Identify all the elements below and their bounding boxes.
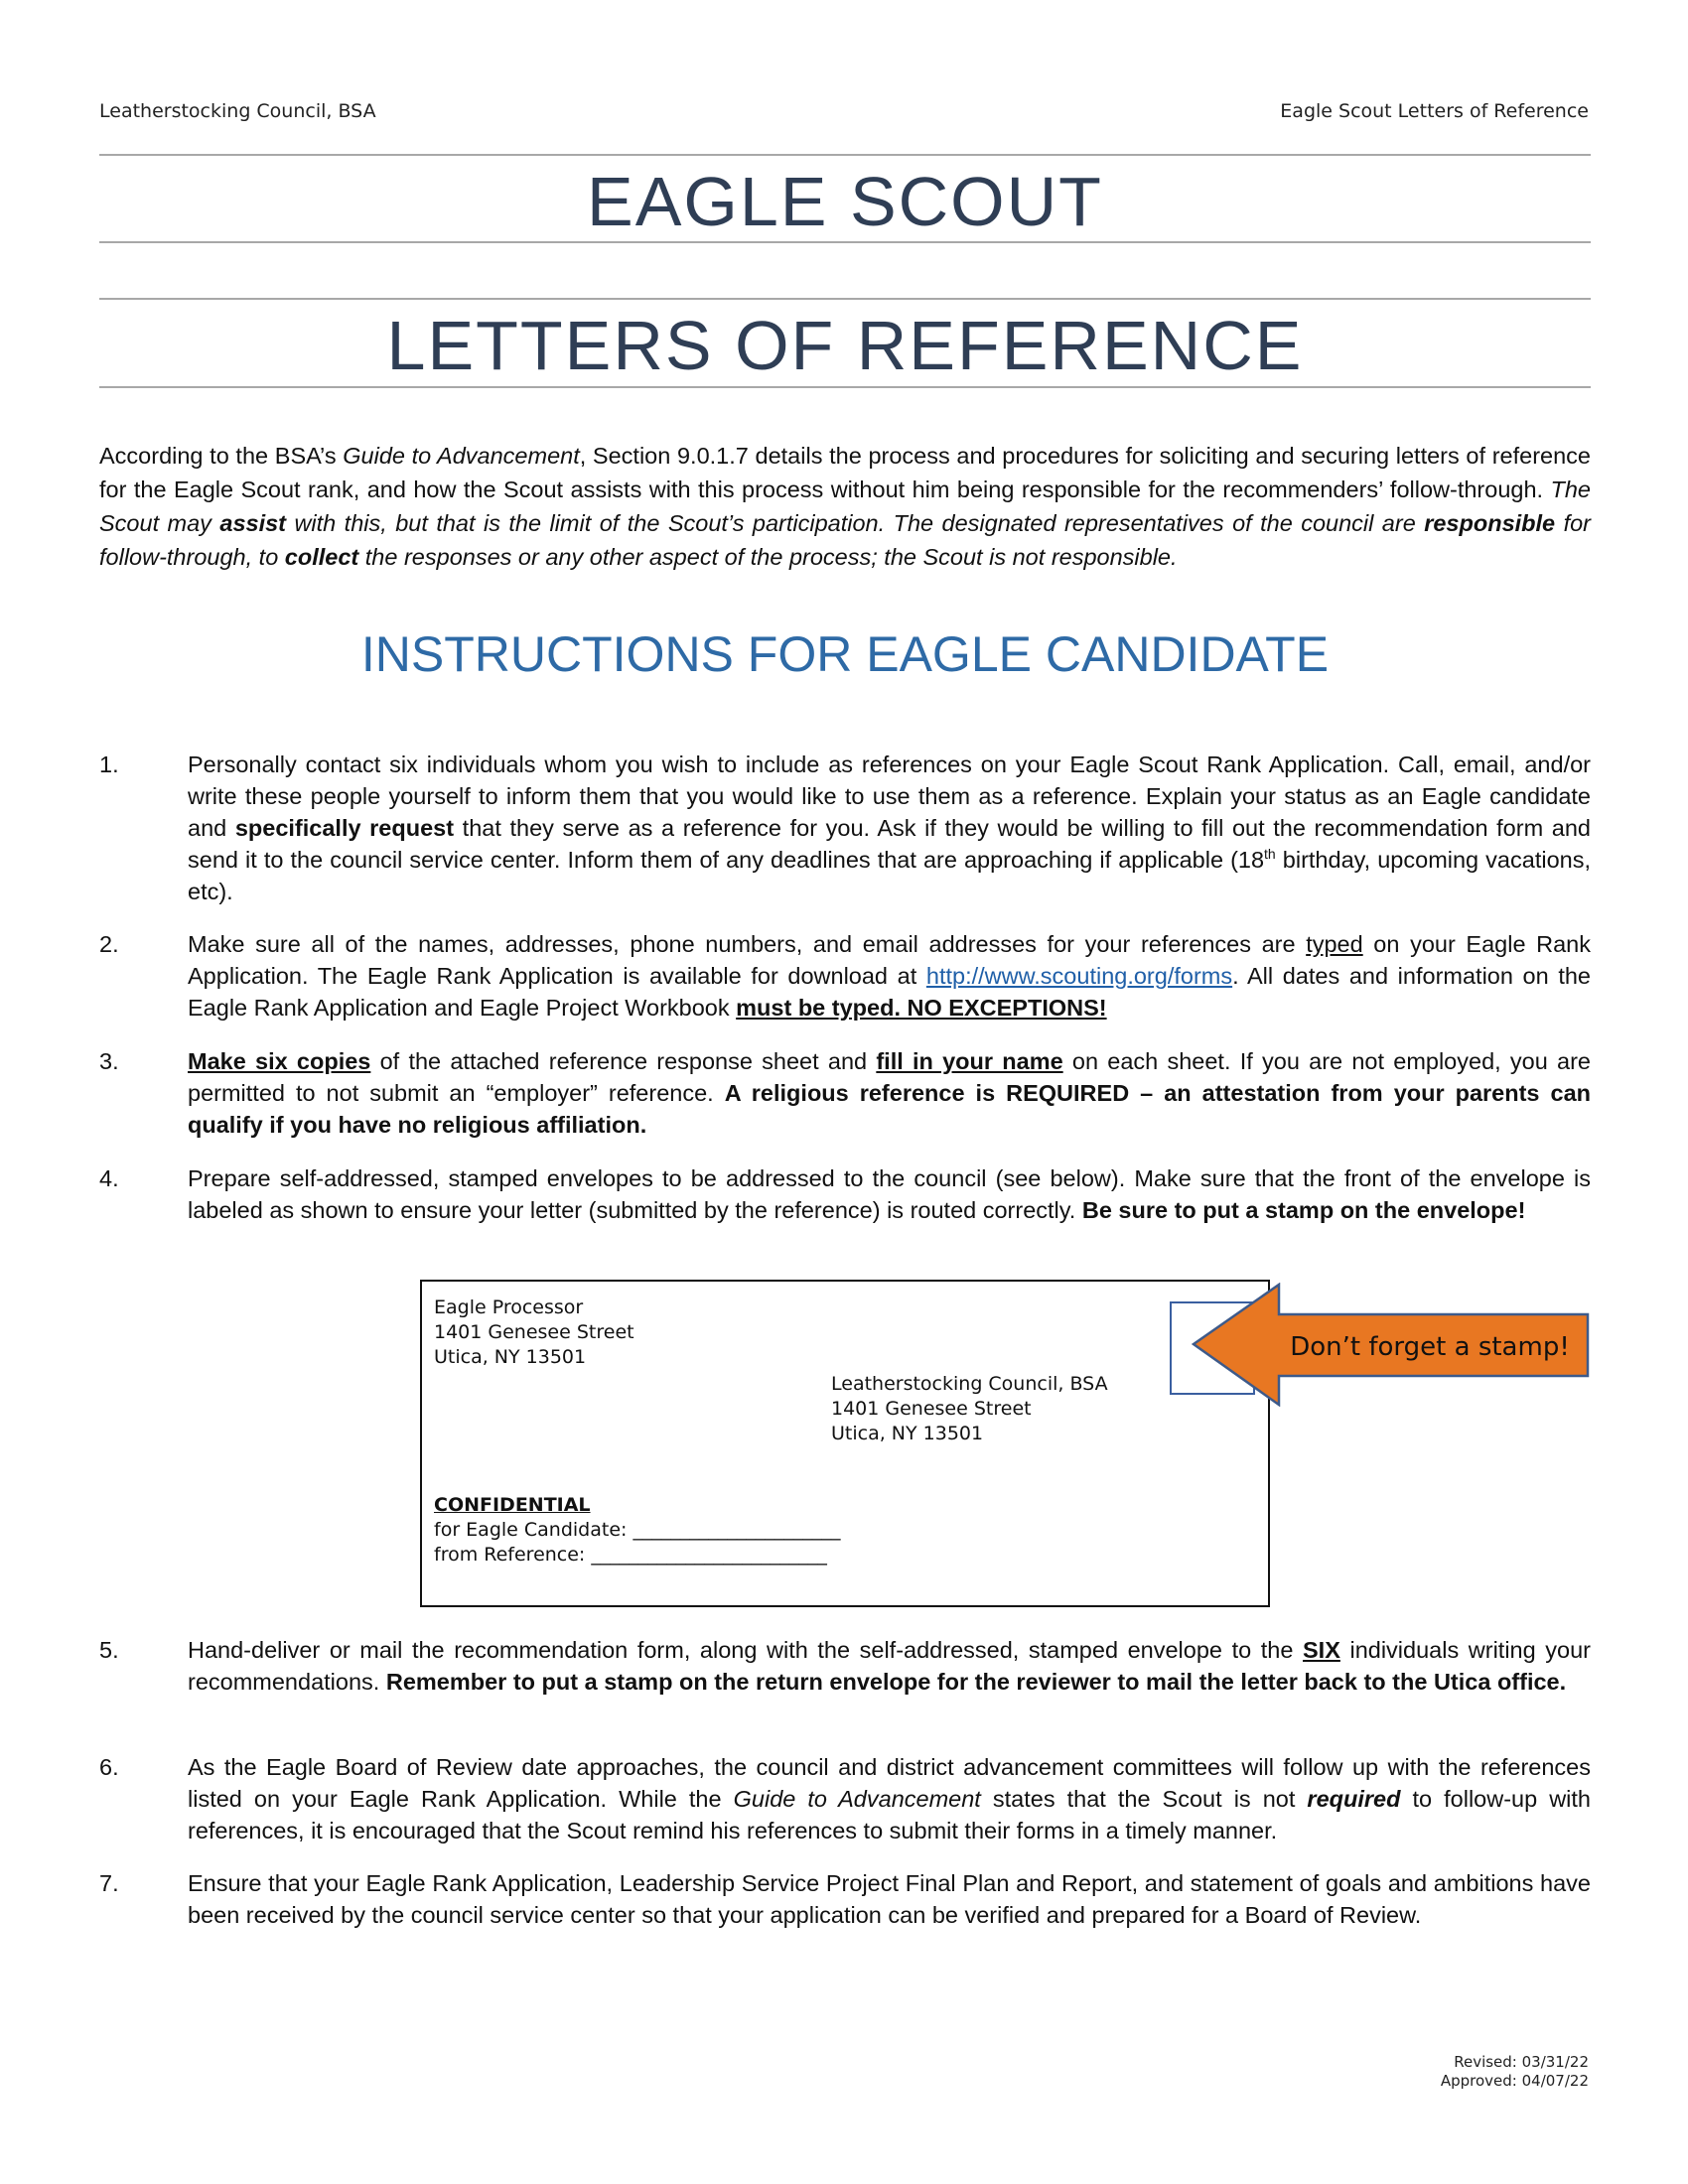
list-item-number: 6. <box>99 1754 119 1780</box>
list-item-number: 3. <box>99 1048 119 1074</box>
envelope-recipient-address: Leatherstocking Council, BSA 1401 Genesee Street Utica, NY 13501 <box>831 1373 1108 1444</box>
list-item-text: Prepare self-addressed, stamped envelopes to be addressed to the council (see below). Make sure that the front of the envelope is labeled as shown to ensure your letter (submitted by the reference) is routed correctly. Be sure to put a stamp on the envelope! <box>188 1165 1591 1223</box>
list-item-4 <box>99 1162 1591 1226</box>
emphasis-religious-reference: A religious reference is REQUIRED – an attestation from your parents can qualify if you have no religious affiliation. <box>188 1080 1591 1138</box>
emphasis-fill-in-your-name: fill in your name <box>876 1048 1063 1074</box>
instructions-heading: INSTRUCTIONS FOR EAGLE CANDIDATE <box>360 626 1330 682</box>
list-item-1 <box>99 749 1591 907</box>
emphasis-make-six-copies: Make six copies <box>188 1048 371 1074</box>
page-title-letters-of-reference: LETTERS OF REFERENCE <box>386 307 1304 384</box>
intro-italic-text: for follow-through, to <box>99 510 1591 570</box>
title-rule-bottom <box>99 386 1591 388</box>
list-item-number: 5. <box>99 1637 119 1663</box>
eagle-candidate-line: for Eagle Candidate: ______________________ <box>434 1519 841 1541</box>
approved-date: Approved: 04/07/22 <box>1440 2072 1589 2090</box>
list-item-text: Ensure that your Eagle Rank Application, Leadership Service Project Final Plan and Report, and statement of goals and ambitions have been received by the council service center so that your application can be verified and prepared for a Board of Review. <box>188 1870 1591 1928</box>
guide-title: Guide to Advancement <box>343 443 580 469</box>
list-item-3 <box>99 1045 1591 1141</box>
header-document-title: Eagle Scout Letters of Reference <box>1280 100 1589 122</box>
guide-title: Guide to Advancement <box>733 1786 981 1812</box>
list-item-text: As the Eagle Board of Review date approaches, the council and district advancement committees will follow up with the references listed on your Eagle Rank Application. While the Guide to Advancement states that the Scout is not required to follow-up with references, it is encouraged that the Scout remind his references to submit their forms in a timely manner. <box>188 1754 1592 1843</box>
title-rule-middle-2 <box>99 298 1591 300</box>
scouting-forms-link[interactable]: http://www.scouting.org/forms <box>925 963 1233 989</box>
header-council-name: Leatherstocking Council, BSA <box>99 100 376 122</box>
emphasis-return-stamp: Remember to put a stamp on the return envelope for the reviewer to mail the letter back to the Utica office. <box>385 1669 1567 1695</box>
list-item-number: 4. <box>99 1165 119 1191</box>
emphasis-six: SIX <box>1303 1637 1340 1663</box>
envelope-example <box>420 1280 1270 1607</box>
intro-italic-text: the responses or any other aspect of the process; the Scout is not responsible. <box>358 544 1178 570</box>
title-rule-middle-1 <box>99 241 1591 243</box>
stamp-reminder-callout: Don’t forget a stamp! <box>1290 1332 1570 1362</box>
superscript-th: th <box>1264 846 1276 863</box>
list-item-number: 7. <box>99 1870 119 1896</box>
list-item-number: 1. <box>99 751 119 777</box>
title-rule-top <box>99 154 1591 156</box>
emphasis-stamp-reminder: Be sure to put a stamp on the envelope! <box>1081 1197 1526 1223</box>
list-item-text: Make six copies of the attached reference response sheet and fill in your name on each sheet. If you are not employed, you are permitted to not submit an “employer” reference. A religious reference is REQUIRED – an attestation from your parents can qualify if you have no religious affiliation. <box>188 1048 1592 1138</box>
emphasis-must-be-typed: must be typed. NO EXCEPTIONS! <box>736 995 1107 1021</box>
list-item-text: Hand-deliver or mail the recommendation form, along with the self-addressed, stamped envelope to the SIX individuals writing your recommendations. Remember to put a stamp on the return envelope for the reviewer to mail the letter back to the Utica office. <box>188 1637 1591 1695</box>
list-item-6 <box>99 1751 1591 1846</box>
list-item-text: Make sure all of the names, addresses, phone numbers, and email addresses for your references are typed on your Eagle Rank Application. The Eagle Rank Application is available for download at http://www.scouting.org/forms. All dates and information on the Eagle Rank Application and Eagle Project Workbook must be typed. NO EXCEPTIONS! <box>188 931 1591 1021</box>
list-item-7 <box>99 1867 1591 1931</box>
page-title-eagle-scout: EAGLE SCOUT <box>587 163 1103 240</box>
list-item-text: Personally contact six individuals whom you wish to include as references on your Eagle Scout Rank Application. Call, email, and/or write these people yourself to inform them that you would like to use them as a reference. Explain your status as an Eagle candidate and specifically request that they serve as a reference for you. Ask if they would be willing to fill out the recommendation form and send it to the council service center. Inform them of any deadlines that are approaching if applicable (18th birthday, upcoming vacations, etc). <box>188 751 1591 904</box>
intro-italic-text: The Scout may <box>99 477 1591 536</box>
intro-text: According to the BSA’s <box>99 443 344 469</box>
emphasis-specifically-request: specifically request <box>234 815 455 841</box>
intro-paragraph <box>99 439 1591 574</box>
reference-line: from Reference: _________________________ <box>434 1544 827 1566</box>
emphasis-required: required <box>1307 1786 1401 1812</box>
intro-text: , Section 9.0.1.7 details the process and procedures for soliciting and securing letters of reference for the Eagle Scout rank, and how the Scout assists with this process without him being responsible for the recommenders’ follow-through. <box>99 443 1591 502</box>
revised-date: Revised: 03/31/22 <box>1454 2053 1589 2071</box>
confidential-heading: CONFIDENTIAL <box>434 1494 591 1516</box>
list-item-number: 2. <box>99 931 119 957</box>
list-item-5 <box>99 1634 1591 1698</box>
list-item-2 <box>99 928 1591 1024</box>
intro-emphasis-assist: assist <box>219 510 287 536</box>
envelope-return-address: Eagle Processor 1401 Genesee Street Utica, NY 13501 <box>434 1297 634 1368</box>
envelope-confidential-label <box>434 1493 840 1568</box>
intro-emphasis-collect: collect <box>284 544 359 570</box>
revision-info <box>1441 2053 1589 2091</box>
intro-emphasis-responsible: responsible <box>1424 510 1556 536</box>
intro-italic-text: with this, but that is the limit of the Scout’s participation. The designated representatives of the council are <box>286 510 1425 536</box>
emphasis-typed: typed <box>1306 931 1363 957</box>
